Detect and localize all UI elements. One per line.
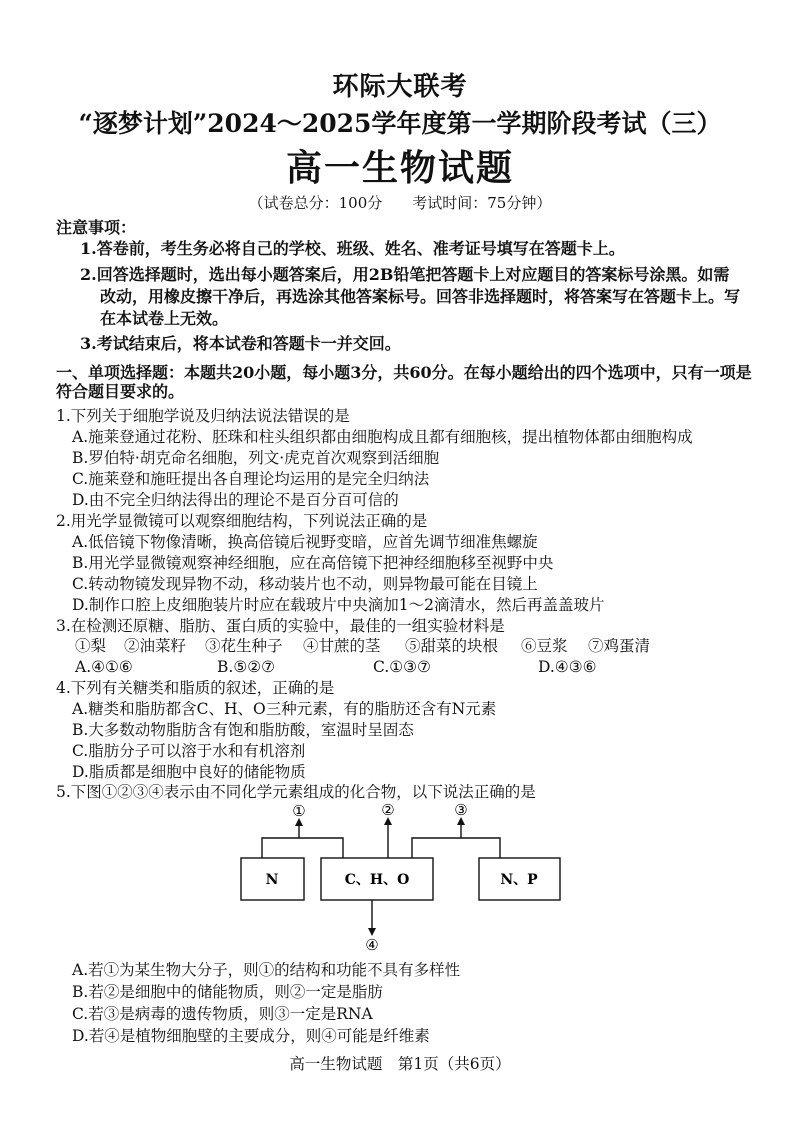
question-3-option-b: B.⑤②⑦: [217, 658, 276, 676]
section-heading-line-2: 符合题目要求的。: [56, 382, 185, 401]
question-3-material-7: ⑦鸡蛋清: [588, 637, 651, 655]
question-3-material-5: ⑤甜菜的块根: [405, 637, 499, 655]
question-2-option-c: C.转动物镜发现异物不动，移动装片也不动，则异物最可能在目镜上: [72, 575, 538, 593]
question-1-stem: 1.下列关于细胞学说及归纳法说法错误的是: [56, 407, 350, 425]
page-footer: 高一生物试题 第1页（共6页）: [289, 1055, 511, 1073]
notice-item-2-line-3: 在本试卷上无效。: [100, 309, 229, 328]
question-3-option-a: A.④①⑥: [75, 658, 133, 676]
question-3-option-d: D.④③⑥: [538, 658, 597, 676]
question-3-option-c: C.①③⑦: [373, 658, 431, 676]
diagram-label-2: ②: [381, 801, 395, 819]
question-4-option-d: D.脂质都是细胞中良好的储能物质: [72, 763, 306, 781]
question-3-material-3: ③花生种子: [205, 637, 283, 655]
notice-item-1: 1.答卷前，考生务必将自己的学校、班级、姓名、准考证号填写在答题卡上。: [80, 239, 625, 258]
exam-subject-title: 高一生物试题: [285, 147, 514, 189]
diagram-connector-3: [412, 838, 500, 858]
question-5-stem: 5.下图①②③④表示由不同化学元素组成的化合物，以下说法正确的是: [56, 783, 536, 801]
question-3-material-1: ①梨: [75, 637, 107, 655]
diagram-label-3: ③: [454, 801, 468, 819]
question-1-option-d: D.由不完全归纳法得出的理论不是百分百可信的: [72, 491, 399, 509]
notice-item-2-line-1: 2.回答选择题时，选出每小题答案后，用2B铅笔把答题卡上对应题目的答案标号涂黑。如需: [80, 265, 730, 284]
notice-heading: 注意事项：: [56, 218, 137, 237]
question-5-option-a: A.若①为某生物大分子，则①的结构和功能不具有多样性: [72, 961, 461, 979]
question-5-option-c: C.若③是病毒的遗传物质，则③一定是RNA: [72, 1005, 373, 1023]
diagram-connector-1: [262, 838, 343, 858]
diagram-label-1: ①: [292, 802, 306, 820]
diagram-box-cho-label: C、H、O: [344, 872, 410, 888]
notice-item-2-line-2: 改动，用橡皮擦干净后，再选涂其他答案标号。回答非选择题时，将答案写在答题卡上。写: [100, 287, 741, 306]
question-3-material-2: ②油菜籽: [124, 637, 187, 655]
question-1-option-b: B.罗伯特·胡克命名细胞，列文·虎克首次观察到活细胞: [72, 449, 440, 467]
exam-series-title: 环际大联考: [332, 72, 468, 102]
question-2-option-a: A.低倍镜下物像清晰，换高倍镜后视野变暗，应首先调节细准焦螺旋: [72, 533, 538, 551]
question-1-option-a: A.施莱登通过花粉、胚珠和柱头组织都由细胞构成且都有细胞核，提出植物体都由细胞构成: [72, 428, 693, 446]
question-2-option-d: D.制作口腔上皮细胞装片时应在载玻片中央滴加1～2滴清水，然后再盖盖玻片: [72, 596, 605, 614]
question-4-stem: 4.下列有关糖类和脂质的叙述，正确的是: [56, 679, 335, 697]
exam-meta: （试卷总分：100分 考试时间：75分钟）: [248, 194, 552, 212]
notice-item-3: 3.考试结束后，将本试卷和答题卡一并交回。: [80, 334, 401, 353]
question-4-option-b: B.大多数动物脂肪含有饱和脂肪酸，室温时呈固态: [72, 721, 414, 739]
question-3-material-6: ⑥豆浆: [521, 637, 568, 655]
diagram-box-np-label: N、P: [500, 872, 538, 888]
question-3-stem: 3.在检测还原糖、脂肪、蛋白质的实验中，最佳的一组实验材料是: [56, 617, 505, 635]
question-1-option-c: C.施莱登和施旺提出各自理论均运用的是完全归纳法: [72, 470, 430, 488]
diagram-box-n-label: N: [265, 872, 279, 888]
question-4-option-a: A.糖类和脂肪都含C、H、O三种元素，有的脂肪还含有N元素: [72, 700, 497, 718]
exam-term-title: “逐梦计划”2024～2025学年度第一学期阶段考试（三）: [78, 109, 722, 138]
diagram-arrowhead-4: [368, 928, 376, 936]
diagram-label-4: ④: [365, 936, 379, 954]
question-2-option-b: B.用光学显微镜观察神经细胞，应在高倍镜下把神经细胞移至视野中央: [72, 554, 554, 572]
question-3-material-4: ④甘蔗的茎: [303, 637, 381, 655]
question-5-option-b: B.若②是细胞中的储能物质，则②一定是脂肪: [72, 983, 383, 1001]
section-heading-line-1: 一、单项选择题：本题共20小题，每小题3分，共60分。在每小题给出的四个选项中，只有一项是: [56, 363, 752, 382]
question-4-option-c: C.脂肪分子可以溶于水和有机溶剂: [72, 742, 306, 760]
question-5-option-d: D.若④是植物细胞壁的主要成分，则④可能是纤维素: [72, 1027, 430, 1045]
question-2-stem: 2.用光学显微镜可以观察细胞结构，下列说法正确的是: [56, 512, 428, 530]
